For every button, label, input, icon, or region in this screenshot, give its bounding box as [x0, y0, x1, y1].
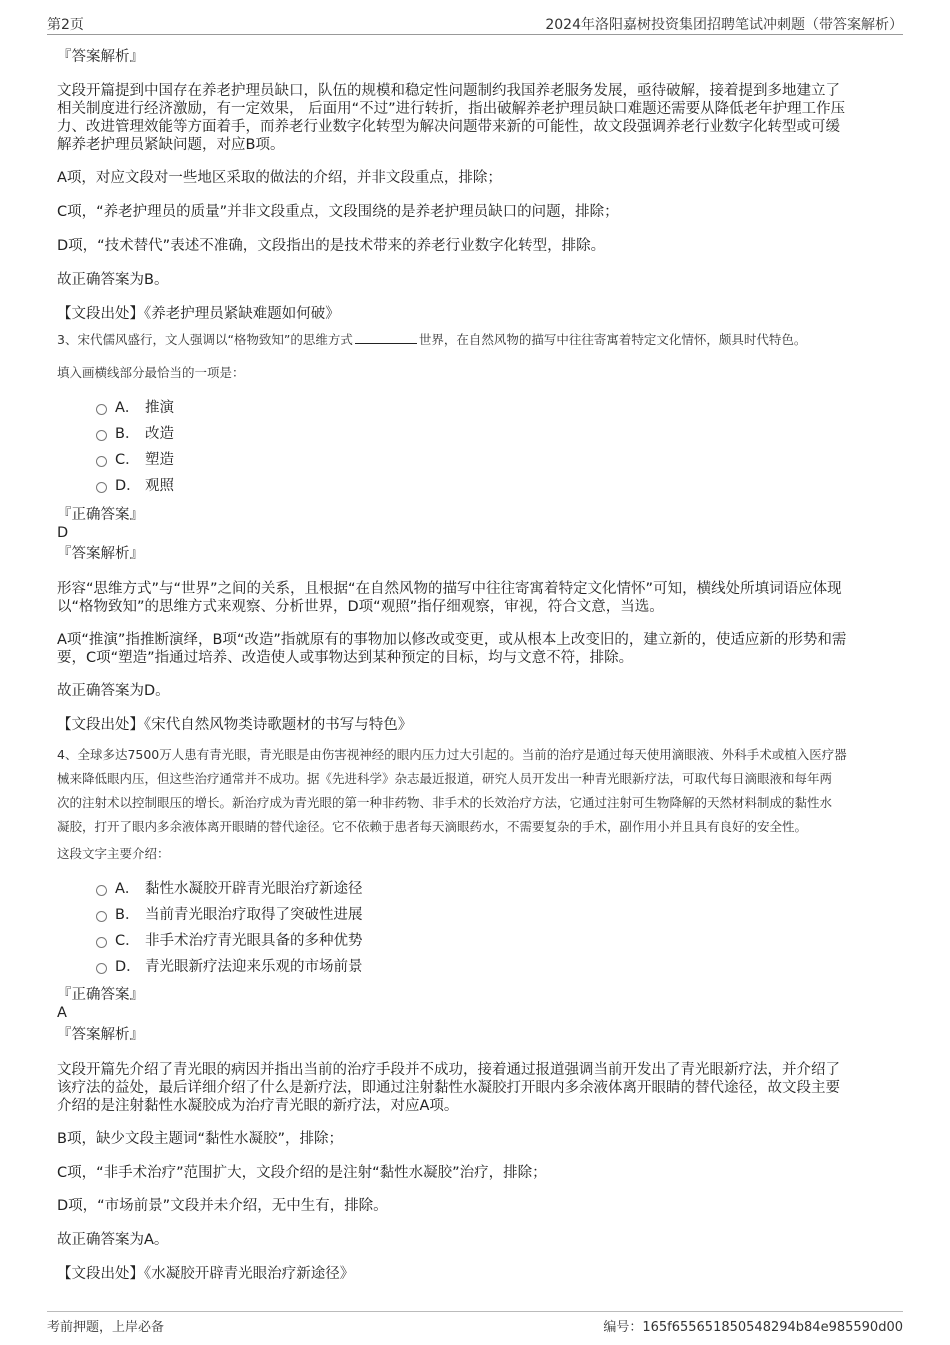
- q4-option-c[interactable]: C． 非手术治疗青光眼具备的多种优势: [96, 932, 363, 950]
- q4-analysis: [57, 1061, 887, 1115]
- q2-analysis-line: 相关制度进行经济激励，有一定效果， 后面用“不过”进行转折，指出破解养老护理员缺口难题还需要从降低老年护理工作压: [57, 101, 846, 117]
- q2-analysis: [57, 82, 887, 154]
- q4-analysis-title: 『答案解析』: [57, 1027, 144, 1043]
- q4-stem-line: 械来降低眼内压，但这些治疗通常并不成功。据《先进科学》杂志最近报道，研究人员开发出一种青光眼新疗法，可取代每日滴眼液和每年两: [57, 771, 833, 786]
- q3-option-b[interactable]: B． 改造: [96, 425, 174, 443]
- q3-note-line: 要，C项“塑造”指通过培养、改造使人或事物达到某种预定的目标，均与文意不符，排除。: [57, 650, 634, 666]
- q4-correct-title: 『正确答案』: [57, 987, 144, 1003]
- q3-note-line: A项“推演”指推断演绎，B项“改造”指就原有的事物加以修改或变更，或从根本上改变旧的，建立新的，使适应新的形势和需: [57, 632, 847, 648]
- q3-correct-title: 『正确答案』: [57, 507, 144, 523]
- q4-stem-line: 次的注射术以控制眼压的增长。新治疗成为青光眼的第一种非药物、非手术的长效治疗方法，它通过注射可生物降解的天然材料制成的黏性水: [57, 795, 833, 810]
- q4-option-d-note: D项，“市场前景”文段并未介绍，无中生有，排除。: [57, 1198, 388, 1214]
- q3-analysis: [57, 580, 887, 616]
- q4-option-b[interactable]: B． 当前青光眼治疗取得了突破性进展: [96, 906, 363, 924]
- q3-notes: [57, 631, 887, 667]
- q4-analysis-line: 该疗法的益处，最后详细介绍了什么是新疗法，即通过注射黏性水凝胶打开眼内多余液体离开眼睛的替代途径，故文段主要: [57, 1080, 840, 1096]
- footer-slogan: 考前押题，上岸必备: [47, 1320, 165, 1335]
- q4-stem-line: 凝胶，打开了眼内多余液体离开眼睛的替代途径。它不依赖于患者每天滴眼药水，不需要复杂的手术，副作用小并且具有良好的安全性。: [57, 819, 808, 834]
- q4-stem-line: 4、全球多达7500万人患有青光眼，青光眼是由伤害视神经的眼内压力过大引起的。当前的治疗是通过每天使用滴眼液、外科手术或植入医疗器: [57, 747, 847, 762]
- q4-analysis-line: 介绍的是注射黏性水凝胶成为治疗青光眼的新疗法，对应A项。: [57, 1098, 459, 1114]
- q4-conclusion: 故正确答案为A。: [57, 1232, 169, 1248]
- q3-analysis-line: 以“格物致知”的思维方式来观察、分析世界，D项“观照”指仔细观察，审视，符合文意，当选。: [57, 599, 664, 615]
- q2-analysis-line: 解养老护理员紧缺问题，对应B项。: [57, 137, 285, 153]
- q2-analysis-title: 『答案解析』: [57, 49, 144, 65]
- q3-option-d[interactable]: D． 观照: [96, 477, 174, 495]
- page-number: 第2页: [47, 17, 84, 33]
- q2-option-a-note: A项，对应文段对一些地区采取的做法的介绍，并非文段重点，排除；: [57, 170, 502, 186]
- q3-blank: [355, 331, 417, 344]
- q4-source: 【文段出处】《水凝胶开辟青光眼治疗新途径》: [57, 1266, 355, 1282]
- radio-icon[interactable]: [96, 404, 107, 415]
- q3-source: 【文段出处】《宋代自然风物类诗歌题材的书写与特色》: [57, 717, 413, 733]
- q4-correct-answer: A: [57, 1005, 67, 1021]
- q4-option-b-note: B项，缺少文段主题词“黏性水凝胶”，排除；: [57, 1131, 343, 1147]
- radio-icon[interactable]: [96, 937, 107, 948]
- q2-option-d-note: D项，“技术替代”表述不准确，文段指出的是技术带来的养老行业数字化转型，排除。: [57, 238, 606, 254]
- q4-analysis-line: 文段开篇先介绍了青光眼的病因并指出当前的治疗手段并不成功，接着通过报道强调当前开发出了青光眼新疗法，并介绍了: [57, 1062, 840, 1078]
- q3-analysis-line: 形容“思维方式”与“世界”之间的关系，且根据“在自然风物的描写中往往寄寓着特定文化情怀”可知，横线处所填词语应体现: [57, 581, 842, 597]
- q3-conclusion: 故正确答案为D。: [57, 683, 170, 699]
- radio-icon[interactable]: [96, 430, 107, 441]
- q2-option-c-note: C项，“养老护理员的质量”并非文段重点，文段围绕的是养老护理员缺口的问题，排除；: [57, 204, 619, 220]
- q3-analysis-title: 『答案解析』: [57, 546, 144, 562]
- radio-icon[interactable]: [96, 456, 107, 467]
- radio-icon[interactable]: [96, 911, 107, 922]
- q4-option-c-note: C项，“非手术治疗”范围扩大，文段介绍的是注射“黏性水凝胶”治疗，排除；: [57, 1165, 547, 1181]
- document-id: 编号：165f655651850548294b84e985590d00: [603, 1320, 903, 1335]
- radio-icon[interactable]: [96, 963, 107, 974]
- q4-option-a[interactable]: A． 黏性水凝胶开辟青光眼治疗新途径: [96, 880, 363, 898]
- document-title: 2024年洛阳嘉树投资集团招聘笔试冲刺题（带答案解析）: [545, 17, 903, 33]
- q2-analysis-line: 力、改进管理效能等方面着手，而养老行业数字化转型为解决问题带来新的可能性，故文段强调养老行业数字化转型或可缓: [57, 119, 840, 135]
- radio-icon[interactable]: [96, 885, 107, 896]
- q4-option-d[interactable]: D． 青光眼新疗法迎来乐观的市场前景: [96, 958, 363, 976]
- q4-prompt: 这段文字主要介绍：: [57, 846, 170, 861]
- q3-stem: [57, 331, 806, 349]
- q3-option-a[interactable]: A． 推演: [96, 399, 174, 417]
- q4-stem: [57, 743, 897, 839]
- q3-option-c[interactable]: C． 塑造: [96, 451, 174, 469]
- radio-icon[interactable]: [96, 482, 107, 493]
- q2-conclusion: 故正确答案为B。: [57, 272, 169, 288]
- q2-analysis-line: 文段开篇提到中国存在养老护理员缺口，队伍的规模和稳定性问题制约我国养老服务发展，亟待破解，接着提到多地建立了: [57, 83, 840, 99]
- q2-source: 【文段出处】《养老护理员紧缺难题如何破》: [57, 306, 340, 322]
- q3-correct-answer: D: [57, 525, 69, 541]
- page-header: [47, 12, 903, 35]
- page-footer: [47, 1311, 903, 1338]
- q3-prompt: 填入画横线部分最恰当的一项是：: [57, 365, 245, 380]
- q3-stem-after: 世界，在自然风物的描写中往往寄寓着特定文化情怀，颇具时代特色。: [418, 332, 807, 347]
- q3-stem-before: 3、宋代儒风盛行，文人强调以“格物致知”的思维方式: [57, 332, 353, 347]
